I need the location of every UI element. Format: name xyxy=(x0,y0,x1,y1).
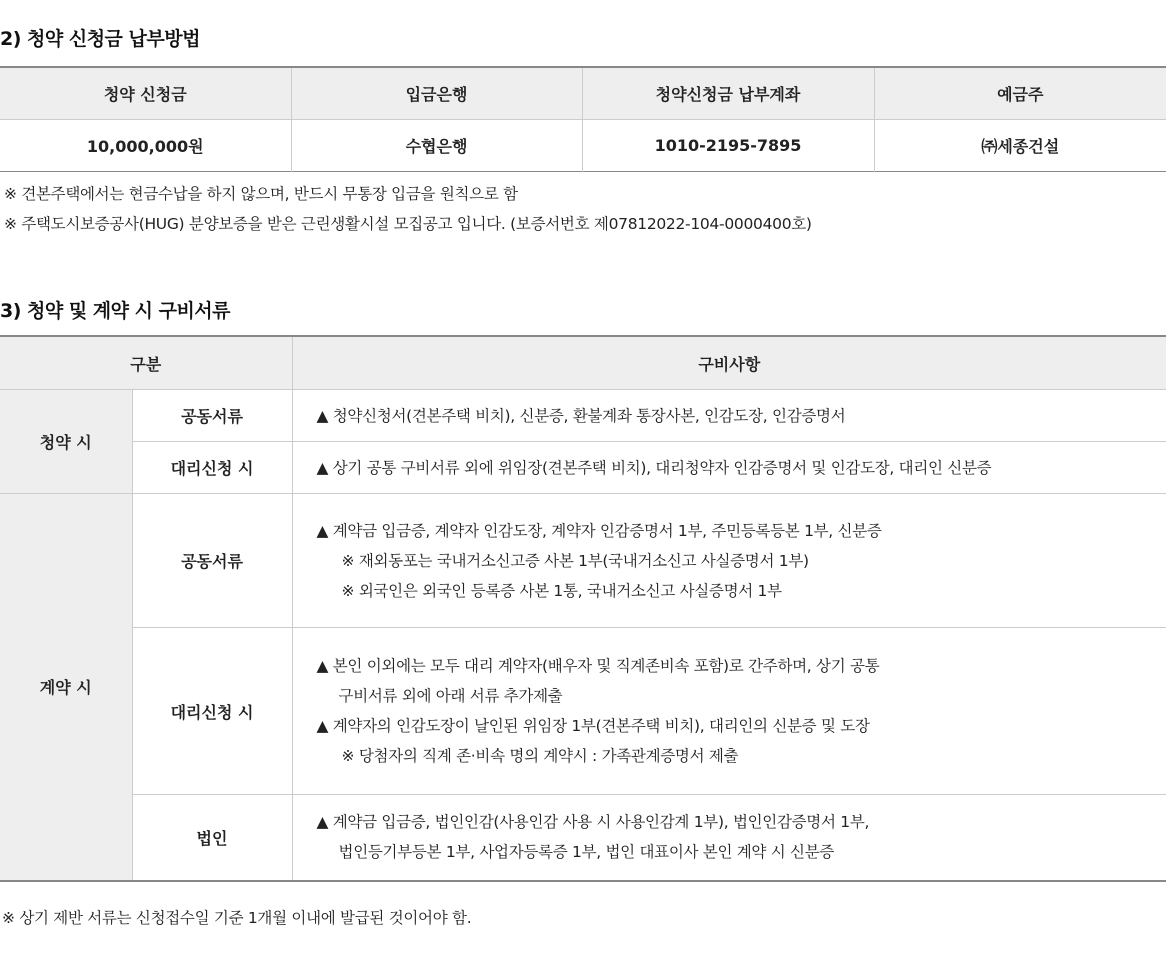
requirement-note: ※ 재외동포는 국내거소신고증 사본 1부(국내거소신고 사실증명서 1부) xyxy=(341,551,809,570)
payment-note-2: ※ 주택도시보증공사(HUG) 분양보증을 받은 근린생활시설 모집공고 입니다. (보증서번호 제07812022-104-0000400호) xyxy=(4,215,812,233)
sub-corporation: 법인 xyxy=(132,795,292,881)
account-value: 1010-2195-7895 xyxy=(582,120,874,172)
requirement-note: ※ 외국인은 외국인 등록증 사본 1통, 국내거소신고 사실증명서 1부 xyxy=(341,581,782,600)
account-holder-value: ㈜세종건설 xyxy=(981,137,1060,156)
requirements-cell xyxy=(292,795,1166,881)
requirement-line: ▲ 본인 이외에는 모두 대리 계약자(배우자 및 직계존비속 포함)로 간주하며, 상기 공통 xyxy=(316,657,880,675)
table-row xyxy=(0,494,1166,628)
header-requirements: 구비사항 xyxy=(292,336,1166,390)
table-row xyxy=(0,628,1166,795)
requirements-cell xyxy=(292,390,1166,442)
sub-proxy: 대리신청 시 xyxy=(132,628,292,795)
application-fee-value: 10,000,000원 xyxy=(0,120,291,172)
table-row xyxy=(0,442,1166,494)
requirement-note: ※ 당첨자의 직계 존·비속 명의 계약시 : 가족관계증명서 제출 xyxy=(341,747,739,765)
sub-common-docs: 공동서류 xyxy=(132,390,292,442)
header-application-fee: 청약 신청금 xyxy=(0,67,291,120)
documents-table xyxy=(0,335,1166,882)
documents-table-header xyxy=(0,336,1166,390)
header-category: 구분 xyxy=(0,336,292,390)
requirements-cell xyxy=(292,442,1166,494)
requirement-line: ▲ 계약자의 인감도장이 날인된 위임장 1부(견본주택 비치), 대리인의 신분증 및 도장 xyxy=(316,717,870,735)
requirement-line: ▲ 계약금 입금증, 법인인감(사용인감 사용 시 사용인감계 1부), 법인인감증명서 1부, xyxy=(316,813,870,832)
payment-note-1: ※ 견본주택에서는 현금수납을 하지 않으며, 반드시 무통장 입금을 원칙으로 함 xyxy=(4,185,518,203)
requirement-line: ▲ 계약금 입금증, 계약자 인감도장, 계약자 인감증명서 1부, 주민등록등본 1부, 신분증 xyxy=(316,521,882,540)
payment-table xyxy=(0,66,1166,172)
bank-value: 수협은행 xyxy=(291,120,582,172)
category-contract: 계약 시 xyxy=(0,494,132,881)
sub-proxy: 대리신청 시 xyxy=(132,442,292,494)
requirement-line-cont: 구비서류 외에 아래 서류 추가제출 xyxy=(338,687,563,705)
requirements-cell xyxy=(292,628,1166,795)
section3-title: 3) 청약 및 계약 시 구비서류 xyxy=(0,300,231,322)
header-account: 청약신청금 납부계좌 xyxy=(582,67,874,120)
documents-footnote: ※ 상기 제반 서류는 신청접수일 기준 1개월 이내에 발급된 것이어야 함. xyxy=(2,909,472,927)
sub-common-docs: 공동서류 xyxy=(132,494,292,628)
payment-table-header xyxy=(0,67,1166,120)
table-row xyxy=(0,795,1166,881)
table-row xyxy=(0,390,1166,442)
header-account-holder: 예금주 xyxy=(874,67,1166,120)
section2-title: 2) 청약 신청금 납부방법 xyxy=(0,28,200,50)
requirement-line: ▲ 상기 공통 구비서류 외에 위임장(견본주택 비치), 대리청약자 인감증명서 및 인감도장, 대리인 신분증 xyxy=(316,458,992,477)
category-application: 청약 시 xyxy=(0,390,132,494)
requirement-line-cont: 법인등기부등본 1부, 사업자등록증 1부, 법인 대표이사 본인 계약 시 신분증 xyxy=(338,843,835,862)
payment-table-row xyxy=(0,120,1166,172)
requirement-line: ▲ 청약신청서(견본주택 비치), 신분증, 환불계좌 통장사본, 인감도장, 인감증명서 xyxy=(316,406,846,425)
header-bank: 입금은행 xyxy=(291,67,582,120)
requirements-cell xyxy=(292,494,1166,628)
